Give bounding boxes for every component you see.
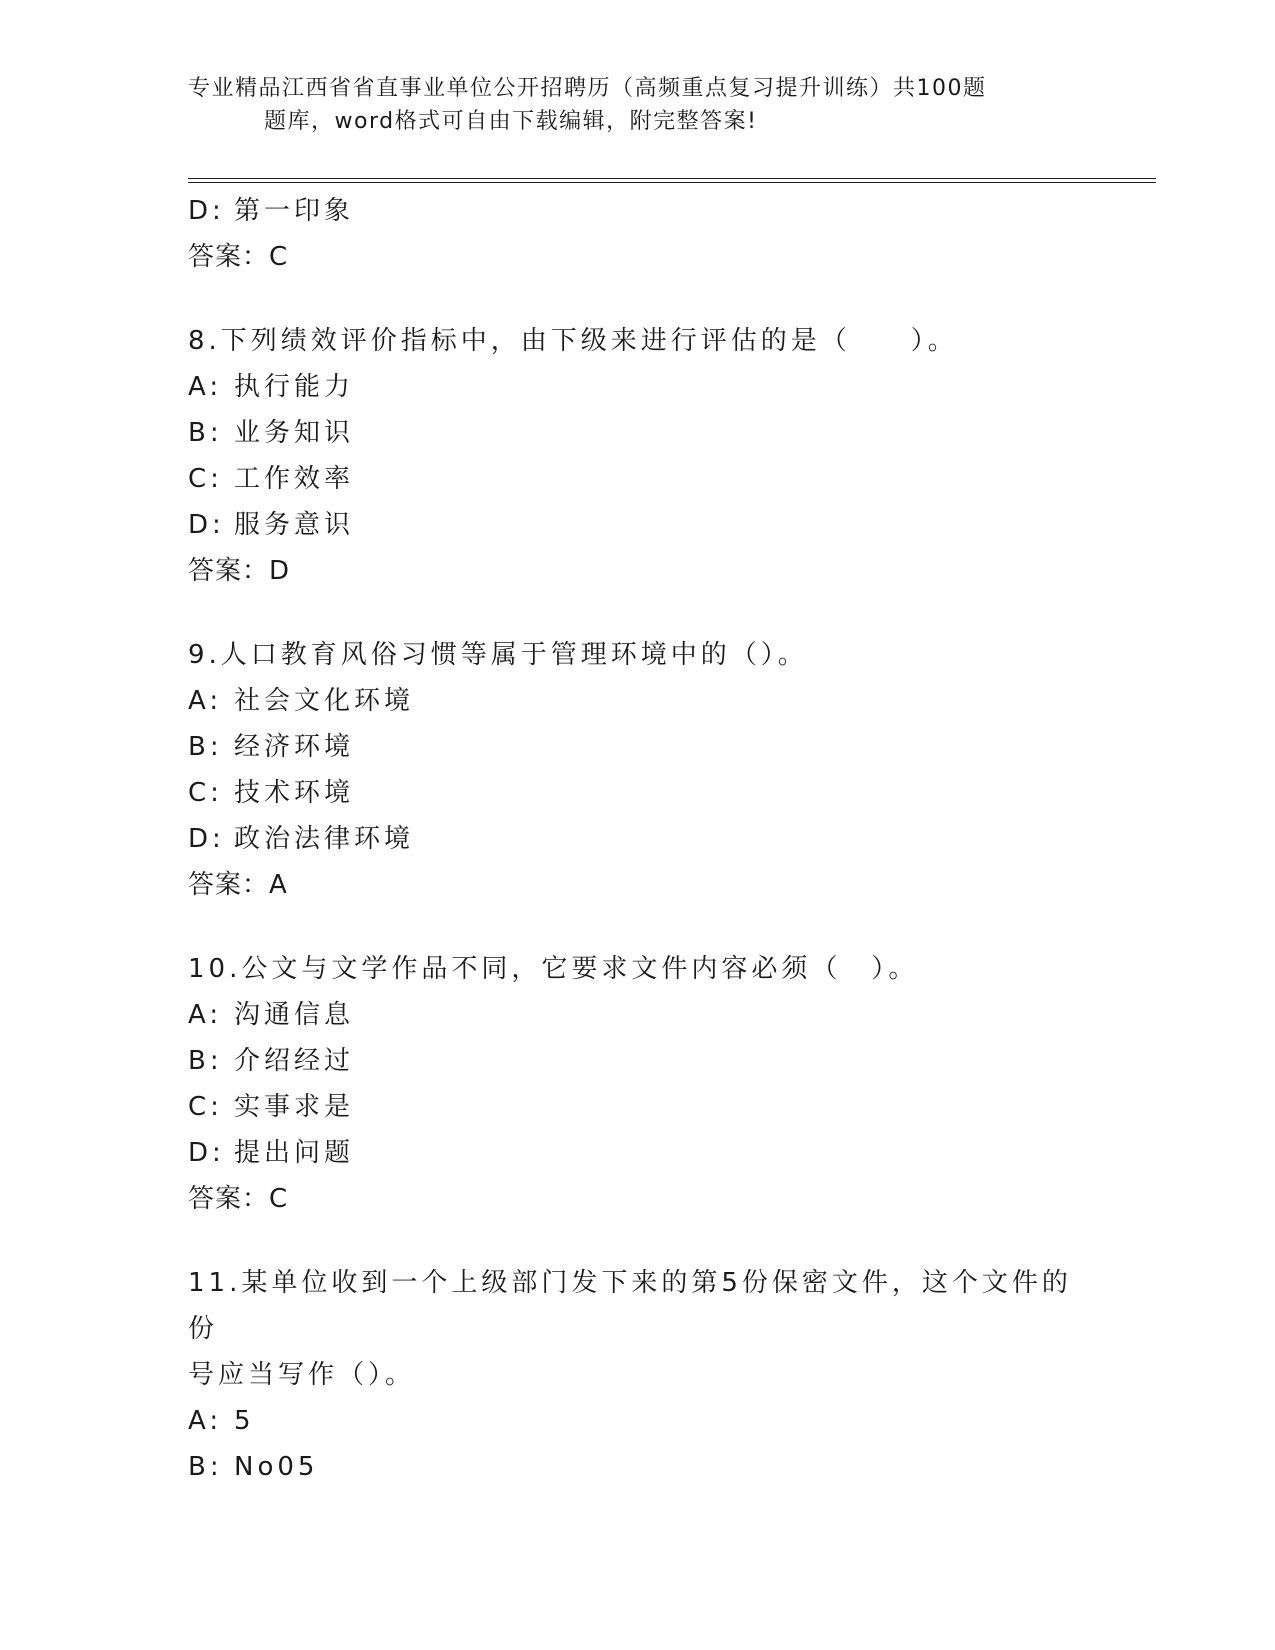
- question-11-continued: 号应当写作（）。: [188, 1360, 416, 1390]
- option-d: [188, 188, 1088, 234]
- answer-line: 答案：C: [188, 242, 289, 272]
- option-text: 介绍经过: [234, 1046, 355, 1076]
- option-text: 服务意识: [234, 510, 355, 540]
- answer-line: 答案：D: [188, 556, 291, 586]
- option-text: 社会文化环境: [234, 686, 415, 716]
- option-b: [188, 724, 1088, 770]
- option-tag: A:: [188, 1406, 223, 1436]
- option-b: [188, 410, 1088, 456]
- option-tag: D:: [188, 510, 225, 540]
- question-10: 10.公文与文学作品不同，它要求文件内容必须（ ）。: [188, 954, 919, 984]
- option-tag: B:: [188, 1452, 223, 1482]
- option-tag: A:: [188, 686, 223, 716]
- option-tag: D:: [188, 824, 225, 854]
- option-tag: D:: [188, 1138, 225, 1168]
- option-tag: C:: [188, 778, 223, 808]
- option-text: 工作效率: [234, 464, 355, 494]
- option-text: 提出问题: [234, 1138, 355, 1168]
- option-c: [188, 456, 1088, 502]
- option-text: 5: [234, 1406, 255, 1436]
- document-body: [188, 188, 1088, 1490]
- option-tag: D:: [188, 196, 225, 226]
- header-title-line2: 题库，word格式可自由下载编辑，附完整答案!: [264, 109, 758, 134]
- option-text: 执行能力: [234, 372, 355, 402]
- option-text: 技术环境: [234, 778, 355, 808]
- option-tag: A:: [188, 372, 223, 402]
- question-8: 8.下列绩效评价指标中，由下级来进行评估的是（ ）。: [188, 326, 958, 356]
- option-b: [188, 1444, 1088, 1490]
- option-tag: A:: [188, 1000, 223, 1030]
- option-text: No05: [234, 1452, 319, 1482]
- option-text: 第一印象: [234, 196, 355, 226]
- option-d: [188, 816, 1088, 862]
- option-text: 沟通信息: [234, 1000, 355, 1030]
- option-text: 经济环境: [234, 732, 355, 762]
- header-divider-bottom: [188, 182, 1156, 183]
- option-tag: C:: [188, 464, 223, 494]
- option-tag: B:: [188, 1046, 223, 1076]
- answer-line: 答案：C: [188, 1184, 289, 1214]
- option-tag: B:: [188, 418, 223, 448]
- option-a: [188, 678, 1088, 724]
- option-text: 实事求是: [234, 1092, 355, 1122]
- option-a: [188, 364, 1088, 410]
- option-text: 政治法律环境: [234, 824, 415, 854]
- option-d: [188, 502, 1088, 548]
- document-header: [188, 72, 1068, 138]
- header-title-line1: 专业精品江西省省直事业单位公开招聘历（高频重点复习提升训练）共100题: [188, 76, 987, 101]
- option-tag: C:: [188, 1092, 223, 1122]
- option-a: [188, 1398, 1088, 1444]
- question-11: 11.某单位收到一个上级部门发下来的第5份保密文件，这个文件的份: [188, 1268, 1072, 1344]
- option-text: 业务知识: [234, 418, 355, 448]
- option-tag: B:: [188, 732, 223, 762]
- option-a: [188, 992, 1088, 1038]
- header-divider-top: [188, 178, 1156, 179]
- option-c: [188, 770, 1088, 816]
- option-d: [188, 1130, 1088, 1176]
- answer-line: 答案：A: [188, 870, 288, 900]
- question-9: 9.人口教育风俗习惯等属于管理环境中的（）。: [188, 640, 808, 670]
- option-b: [188, 1038, 1088, 1084]
- option-c: [188, 1084, 1088, 1130]
